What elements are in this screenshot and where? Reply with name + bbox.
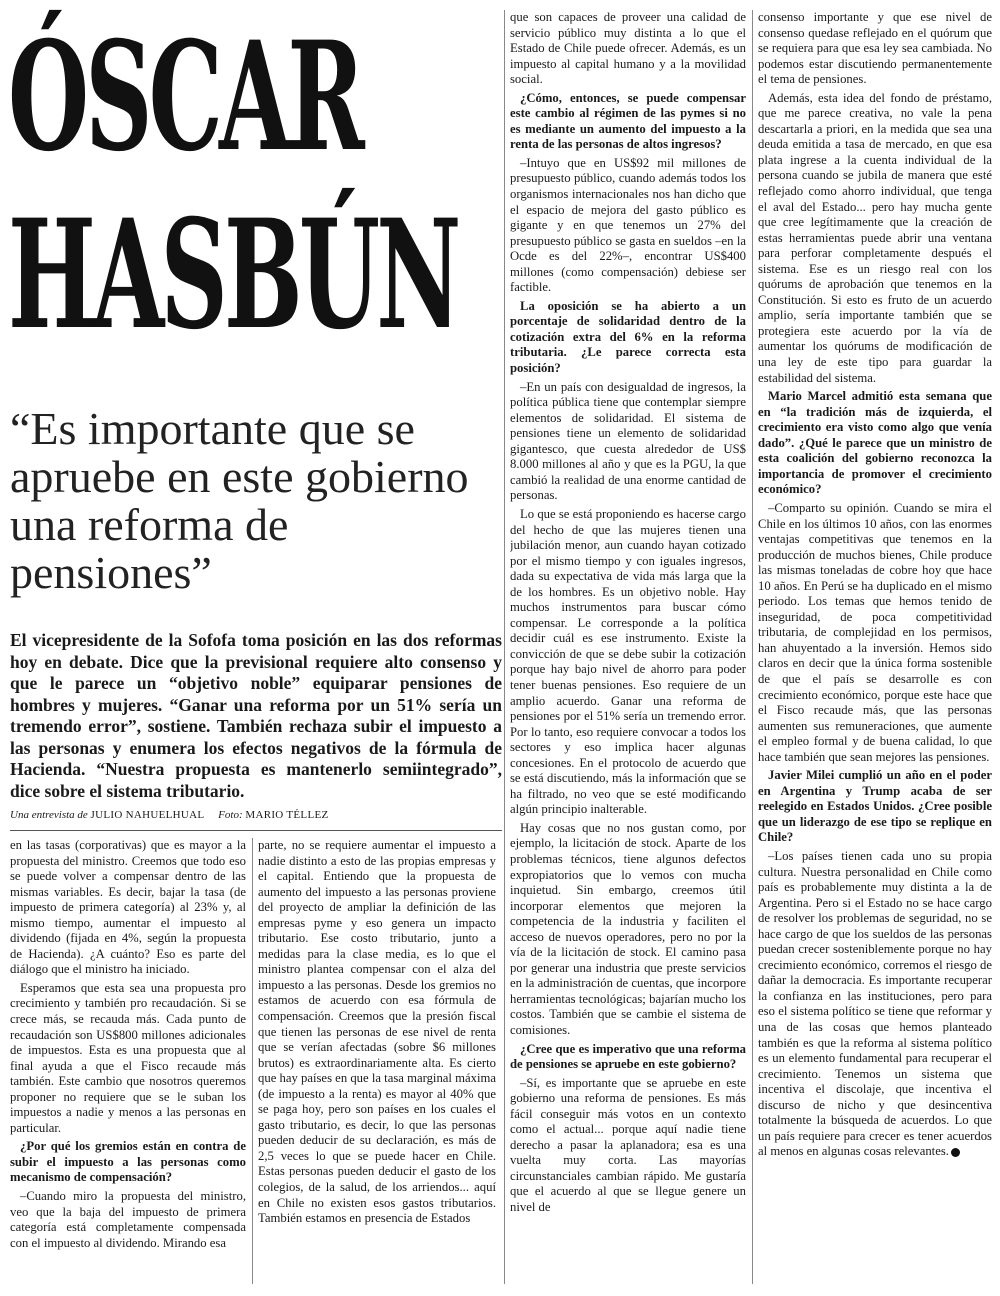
article-column-3: [510, 10, 746, 1288]
paragraph: –Cuando miro la propuesta del ministro, veo que la baja del impuesto de primera categoría está completamente compensada con el impuesto al dividendo. Mirando esa: [10, 1189, 246, 1250]
headline-quote: “Es importante que se apruebe en este gobierno una reforma de pensiones”: [10, 403, 469, 598]
interview-question: Javier Milei cumplió un año en el poder en Argentina y Trump acaba de ser reelegido en Estados Unidos. ¿Cree posible que un liderazgo de ese tipo se replique en Chile?: [758, 768, 992, 845]
interview-question: La oposición se ha abierto a un porcentaje de solidaridad dentro de la cotización extra del 6% en la reforma tributaria. ¿Le parece correcta esta posición?: [510, 298, 746, 376]
paragraph: Esperamos que esta sea una propuesta pro crecimiento y también pro recaudación. Si se crece más, se recauda más. Cada punto de recaudación son US$800 millones adicionales de impuestos. Esta es una propuesta que al final ayuda a que el Fisco recaude más también. Este cambio que nosotros queremos proponer no requiere que se le suban los impuestos a nadie y menos a las personas en particular.: [10, 980, 246, 1135]
interview-label: Una entrevista de: [10, 809, 88, 821]
end-of-article-icon: [951, 1148, 960, 1157]
paragraph: Hay cosas que no nos gustan como, por ejemplo, la licitación de stock. Aparte de los problemas técnicos, tiene algunos defectos expropiatorios que lo vemos con mucha inquietud. Sin embargo, creemos útil incorporar elementos que mejoren la competencia de la industria y faciliten el acceso de nuevos operadores, pero no por la vía de la licitación de stock. El camino pasa por generar una industria que preste servicios en la administración de cuentas, que incorpore herramientas tecnológicas; bajarían mucho los costos. También que se cambie el sistema de comisiones.: [510, 820, 746, 1037]
paragraph: –Intuyo que en US$92 mil millones de presupuesto público, cuando además todos los organismos internacionales nos han dicho que el espacio de mejora del gasto público es gigante y en que tenemos un 27% del presupuesto público se gasta en sueldos –en la Ocde es del 22%–, encontrar US$400 millones (como compensación) debiese ser factible.: [510, 155, 746, 295]
credits-divider: [10, 830, 502, 831]
paragraph: Lo que se está proponiendo es hacerse cargo del hecho de que las mujeres tienen una jubilación menor, aun cuando hayan cotizado por el mismo tiempo y con iguales ingresos, dada su expectativa de vida más larga que la de los hombres. Es un objetivo noble. Hay muchos instrumentos para buscar cómo compensar. Le corresponde a la política decidir cuál es ese instrumento. Existe la convicción de que se debe subir la cotización porque hay bajo nivel de ahorro para poder tener buenas pensiones. Eso requiere de un amplio acuerdo. Ganar una reforma de pensiones por el 51% sería un tremendo error. Por lo tanto, eso requiere convocar a todos los sectores y eso implica hacer algunas concesiones. En el protocolo de acuerdo que se está discutiendo, más la información que se ha filtrado, no veo que se esté modificando algún principio inalterable.: [510, 506, 746, 817]
column-rule: [252, 838, 253, 1284]
article-column-4: [758, 10, 992, 1288]
photographer-name: MARIO TÉLLEZ: [245, 809, 329, 821]
paragraph: –Comparto su opinión. Cuando se mira el Chile en los últimos 10 años, con las enormes ventajas competitivas que tenemos en la producción de muchos bienes, Chile produce las mismas toneladas de cobre hoy que hace 10 años. En Perú se ha duplicado en el mismo periodo. Los temas que hemos tenido de inseguridad, de poca competitividad tributaria, de complejidad en los permisos, han ahuyentado a la inversión. Hemos sido claros en decir que la única forma sostenible de que el país se desarrolle es con crecimiento económico, porque este hace que el Fisco recaude más, que las personas aumenten sus remuneraciones, que aumente el empleo formal y de buena calidad, lo que hace también que sean mejores las pensiones.: [758, 500, 992, 764]
paragraph: que son capaces de proveer una calidad de servicio público muy distinta a lo que el Estado de Chile puede ofrecer. Además, es un impuesto al capital humano y a la movilidad social.: [510, 10, 746, 87]
paragraph: [758, 849, 992, 1160]
article-column-2: [258, 838, 496, 1288]
interview-question: ¿Cómo, entonces, se puede compensar este cambio al régimen de las pymes si no es mediante un aumento del impuesto a la renta de las personas de altos ingresos?: [510, 90, 746, 152]
photo-label: Foto:: [218, 809, 243, 821]
column-rule: [752, 10, 753, 1284]
interviewer-name: JULIO NAHUELHUAL: [90, 809, 205, 821]
column-rule: [504, 10, 505, 1284]
interview-question: Mario Marcel admitió esta semana que en “la tradición más de izquierda, el crecimiento era visto como algo que venía dado”. ¿Qué le parece que un ministro de esta coalición del gobierno reconozca la importancia de promover el crecimiento económico?: [758, 389, 992, 497]
headline-name-first: ÓSCAR: [8, 9, 362, 185]
interview-question: ¿Cree que es imperativo que una reforma de pensiones se apruebe en este gobierno?: [510, 1041, 746, 1072]
paragraph: parte, no se requiere aumentar el impuesto a nadie distinto a esto de las propias empresas y el capital. Entiendo que la propuesta de aumento del impuesto a las personas proviene del proyecto de ampliar la definición de las empresas pyme y eso genera un impacto tributario. Ese costo tributario, junto a medidas para la clase media, es lo que el ministro plantea compensar con el alza del impuesto a las personas. Desde los gremios no estamos de acuerdo con esa fórmula de compensación. Creemos que la presión fiscal que tienen las personas de ese nivel de renta que se verían afectadas (sobre $6 millones brutos) es extraordinariamente alta. Es cierto que hay países en que la tasa marginal máxima (de impuesto a la renta) es mayor al 40% que se paga hoy, pero son países en los cuales el gasto tributario, es decir, lo que las personas pueden deducir de su declaración, es más de 2,5 veces lo que se puede hacer en Chile. Estas personas pueden deducir el gasto de los colegios, de la salud, de los arriendos... aquí en Chile no existen esos gastos tributarios. También estamos en presencia de Estados: [258, 838, 496, 1226]
article-lede: El vicepresidente de la Sofofa toma posición en las dos reformas hoy en debate. Dice que la previsional requiere alto consenso y que le parece un “objetivo noble” equiparar pensiones de hombres y mujeres. “Ganar una reforma por un 51% sería un tremendo error”, sostiene. También rechaza subir el impuesto a las personas y enumera los efectos negativos de la fórmula de Hacienda. “Nuestra propuesta es mantenerlo semiintegrado”, dice sobre el sistema tributario.: [10, 630, 502, 801]
article-column-1: [10, 838, 246, 1288]
paragraph: en las tasas (corporativas) que es mayor a la propuesta del ministro. Creemos que todo eso se puede volver a compensar dentro de las mismas variables. Es decir, bajar la tasa (de impuesto de primera categoría) al 23% y, al mismo tiempo, aumentar el impuesto al dividendo (fijada en 4%, según la propuesta de Hacienda). ¿A cuánto? Eso es parte del diálogo que el ministro ha iniciado.: [10, 838, 246, 977]
paragraph: consenso importante y que ese nivel de consenso quedase reflejado en el quórum que se requiera para que esa ley sea cambiada. No podemos estar discutiendo permanentemente el tema de pensiones.: [758, 10, 992, 87]
article-credits: [10, 809, 502, 821]
paragraph: –En un país con desigualdad de ingresos, la política pública tiene que contemplar siempre elementos de solidaridad. El sistema de pensiones tiene un elemento de solidaridad gigantesco, que cuesta alrededor de US$ 8.000 millones al año y que es la PGU, la que cambió la realidad de una enorme cantidad de personas.: [510, 379, 746, 503]
headline-name-last: HASBÚN: [8, 187, 458, 363]
paragraph: –Sí, es importante que se apruebe en este gobierno una reforma de pensiones. Es más fácil conseguir más votos en un contexto como el actual... porque aquí nadie tiene derecho a pasar la aplanadora; esa es una vuelta muy corta. Las mayorías circunstanciales cambian rápido. Me gustaría que el acuerdo al que se llegue genere un nivel de: [510, 1075, 746, 1215]
interview-question: ¿Por qué los gremios están en contra de subir el impuesto a las personas como mecanismo de compensación?: [10, 1139, 246, 1185]
paragraph: Además, esta idea del fondo de préstamo, que me parece creativa, no vale la pena descartarla a priori, en la medida que sea una deuda emitida a tasa de mercado, en que esa plata ingrese a la cuenta individual de la persona cuando se jubila de manera que esté reflejado como ahorro individual, que tenga el aval del Estado... pero hay mucha gente que cree legítimamente que la creación de estas herramientas puede abrir una ventana para perforar completamente después el sistema. Ese es un riesgo real con los quórums de aprobación que tenemos en la Constitución. Si esto es fruto de un acuerdo amplio, sería importante también que se protegiera este acuerdo por la vía de aumentar los quórums de modificación de una ley de este tipo para guardar la estabilidad del sistema.: [758, 90, 992, 385]
paragraph-text: –Los países tienen cada uno su propia cultura. Nuestra personalidad en Chile como país es probablemente muy distinta a la de Argentina. Pero si el Estado no se hace cargo de resolver los problemas de seguridad, no se hace cargo de que los sueldos de las personas puedan crecer sosteniblemente porque no hay crecimiento económico, corremos el riesgo de dañar la democracia. Es importante recuperar la confianza en las instituciones, pero para eso el sistema político se tiene que reformar y una de las cosas que hemos planteado también es que la reforma al sistema político es un elemento fundamental para recuperar el crecimiento. Tenemos un sistema que incentiva el discolaje, que incentiva el discurso de nicho y que desincentiva totalmente la búsqueda de acuerdos. Lo que un país requiere para crecer es tener acuerdos al menos en algunas cosas relevantes.: [758, 848, 992, 1159]
